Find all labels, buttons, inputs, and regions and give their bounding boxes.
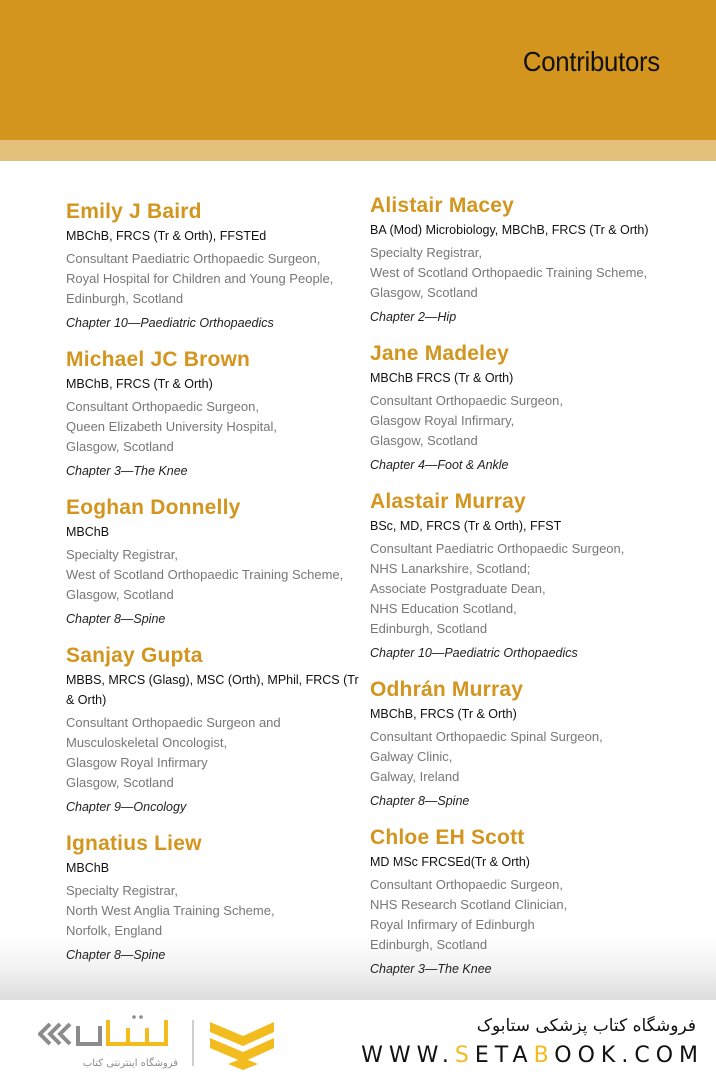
- contributor-affiliation-line: Norfolk, England: [66, 923, 163, 938]
- contributor-affiliation-line: Musculoskeletal Oncologist,: [66, 735, 228, 750]
- contributor-affiliation-line: Galway Clinic,: [370, 749, 453, 764]
- contributor-name: Jane Madeley: [370, 342, 509, 365]
- contributor-chapter: Chapter 3—The Knee: [370, 962, 492, 976]
- contributor-affiliation-line: Consultant Orthopaedic Spinal Surgeon,: [370, 729, 603, 744]
- contributor-affiliation-line: Consultant Orthopaedic Surgeon,: [66, 399, 259, 414]
- footer-banner: [0, 1000, 716, 1079]
- contributor-affiliation-line: Specialty Registrar,: [370, 245, 482, 260]
- contributor-affiliation-line: Edinburgh, Scotland: [370, 621, 488, 636]
- contributor-chapter: Chapter 8—Spine: [370, 794, 470, 808]
- contributor-affiliation-line: Glasgow, Scotland: [66, 439, 174, 454]
- contributor-name: Michael JC Brown: [66, 348, 251, 371]
- contributor-entry: [66, 644, 361, 817]
- contributor-affiliation-line: Glasgow, Scotland: [370, 285, 478, 300]
- contributor-entry: [66, 832, 361, 965]
- contributor-affiliation-line: Galway, Ireland: [370, 769, 460, 784]
- contributor-affiliation-line: Royal Hospital for Children and Young People,: [66, 271, 334, 286]
- contributor-chapter: Chapter 10—Paediatric Orthopaedics: [370, 646, 578, 660]
- contributor-entry: [66, 348, 361, 481]
- contributor-credentials: BA (Mod) Microbiology, MBChB, FRCS (Tr & Orth): [370, 223, 649, 237]
- contributor-affiliation-line: Consultant Paediatric Orthopaedic Surgeon,: [66, 251, 321, 266]
- contributor-affiliation-line: Consultant Orthopaedic Surgeon and: [66, 715, 281, 730]
- footer-tagline: فروشگاه کتاب پزشکی ستابوک: [476, 1016, 696, 1036]
- contributor-affiliation-line: Edinburgh, Scotland: [66, 291, 184, 306]
- contributor-credentials: MBChB, FRCS (Tr & Orth), FFSTEd: [66, 229, 267, 243]
- contributor-name: Eoghan Donnelly: [66, 496, 241, 519]
- contributor-name: Ignatius Liew: [66, 832, 202, 855]
- contributor-affiliation-line: Consultant Orthopaedic Surgeon,: [370, 393, 563, 408]
- contributor-affiliation-line: Consultant Paediatric Orthopaedic Surgeon,: [370, 541, 625, 556]
- contributor-credentials: MBChB, FRCS (Tr & Orth): [370, 707, 517, 721]
- contributor-credentials: MBBS, MRCS (Glasg), MSC (Orth), MPhil, FRCS (Tr & Orth): [66, 673, 359, 707]
- header-band: [0, 0, 716, 140]
- contributor-affiliation-line: Specialty Registrar,: [66, 883, 178, 898]
- contributor-chapter: Chapter 2—Hip: [370, 310, 457, 324]
- contributor-name: Chloe EH Scott: [370, 826, 525, 849]
- contributor-entry: [66, 496, 361, 629]
- contributor-chapter: Chapter 10—Paediatric Orthopaedics: [66, 316, 274, 330]
- page-title: Contributors: [522, 46, 660, 77]
- contributor-affiliation-line: North West Anglia Training Scheme,: [66, 903, 275, 918]
- contributor-affiliation-line: NHS Education Scotland,: [370, 601, 517, 616]
- contributor-affiliation-line: NHS Lanarkshire, Scotland;: [370, 561, 531, 576]
- contributor-chapter: Chapter 9—Oncology: [66, 800, 187, 814]
- contributor-credentials: MD MSc FRCSEd(Tr & Orth): [370, 855, 530, 869]
- contributor-entry: [370, 678, 690, 811]
- svg-text:فروشگاه اینترنتی کتاب: فروشگاه اینترنتی کتاب: [82, 1058, 178, 1069]
- contributor-affiliation-line: West of Scotland Orthopaedic Training Scheme,: [370, 265, 648, 280]
- contributor-affiliation-line: Glasgow Royal Infirmary,: [370, 413, 515, 428]
- contributor-name: Alistair Macey: [370, 194, 515, 217]
- contributor-affiliation-line: NHS Research Scotland Clinician,: [370, 897, 568, 912]
- contributor-entry: [66, 200, 361, 333]
- contributor-chapter: Chapter 4—Foot & Ankle: [370, 458, 509, 472]
- contributor-entry: [370, 826, 690, 979]
- contributor-entry: [370, 342, 690, 475]
- contributor-affiliation-line: Glasgow Royal Infirmary: [66, 755, 208, 770]
- contributor-affiliation-line: Glasgow, Scotland: [66, 775, 174, 790]
- contributor-name: Alastair Murray: [370, 490, 526, 513]
- url-highlight: S: [454, 1043, 475, 1068]
- contributor-credentials: MBChB: [66, 525, 110, 539]
- contributor-entry: [370, 490, 690, 663]
- contributor-affiliation-line: Glasgow, Scotland: [370, 433, 478, 448]
- contributor-entry: [370, 194, 690, 327]
- contributor-affiliation-line: Associate Postgraduate Dean,: [370, 581, 546, 596]
- contributor-affiliation-line: Queen Elizabeth University Hospital,: [66, 419, 277, 434]
- contributor-chapter: Chapter 8—Spine: [66, 948, 166, 962]
- contributor-name: Emily J Baird: [66, 200, 202, 223]
- url-part: ETA: [474, 1043, 534, 1068]
- contributor-credentials: MBChB, FRCS (Tr & Orth): [66, 377, 213, 391]
- header-sub-band: [0, 140, 716, 161]
- contributor-name: Sanjay Gupta: [66, 644, 203, 667]
- left-column: [66, 161, 361, 980]
- url-part: WWW.: [361, 1043, 455, 1068]
- url-part: OOK.COM: [554, 1043, 704, 1068]
- contributor-credentials: BSc, MD, FRCS (Tr & Orth), FFST: [370, 519, 562, 533]
- right-column: [370, 161, 690, 994]
- url-highlight: B: [533, 1043, 555, 1068]
- contributor-chapter: Chapter 8—Spine: [66, 612, 166, 626]
- footer-url[interactable]: [361, 1043, 704, 1068]
- contributor-chapter: Chapter 3—The Knee: [66, 464, 188, 478]
- contributor-affiliation-line: Royal Infirmary of Edinburgh: [370, 917, 535, 932]
- contributor-affiliation-line: Consultant Orthopaedic Surgeon,: [370, 877, 563, 892]
- contributor-affiliation-line: Glasgow, Scotland: [66, 587, 174, 602]
- setabook-logo-icon: [38, 1014, 278, 1072]
- contributor-credentials: MBChB: [66, 861, 110, 875]
- contributor-affiliation-line: Specialty Registrar,: [66, 547, 178, 562]
- contributor-affiliation-line: West of Scotland Orthopaedic Training Scheme,: [66, 567, 344, 582]
- contributor-affiliation-line: Edinburgh, Scotland: [370, 937, 488, 952]
- contributors-list: [0, 161, 716, 1000]
- contributor-name: Odhrán Murray: [370, 678, 524, 701]
- contributor-credentials: MBChB FRCS (Tr & Orth): [370, 371, 514, 385]
